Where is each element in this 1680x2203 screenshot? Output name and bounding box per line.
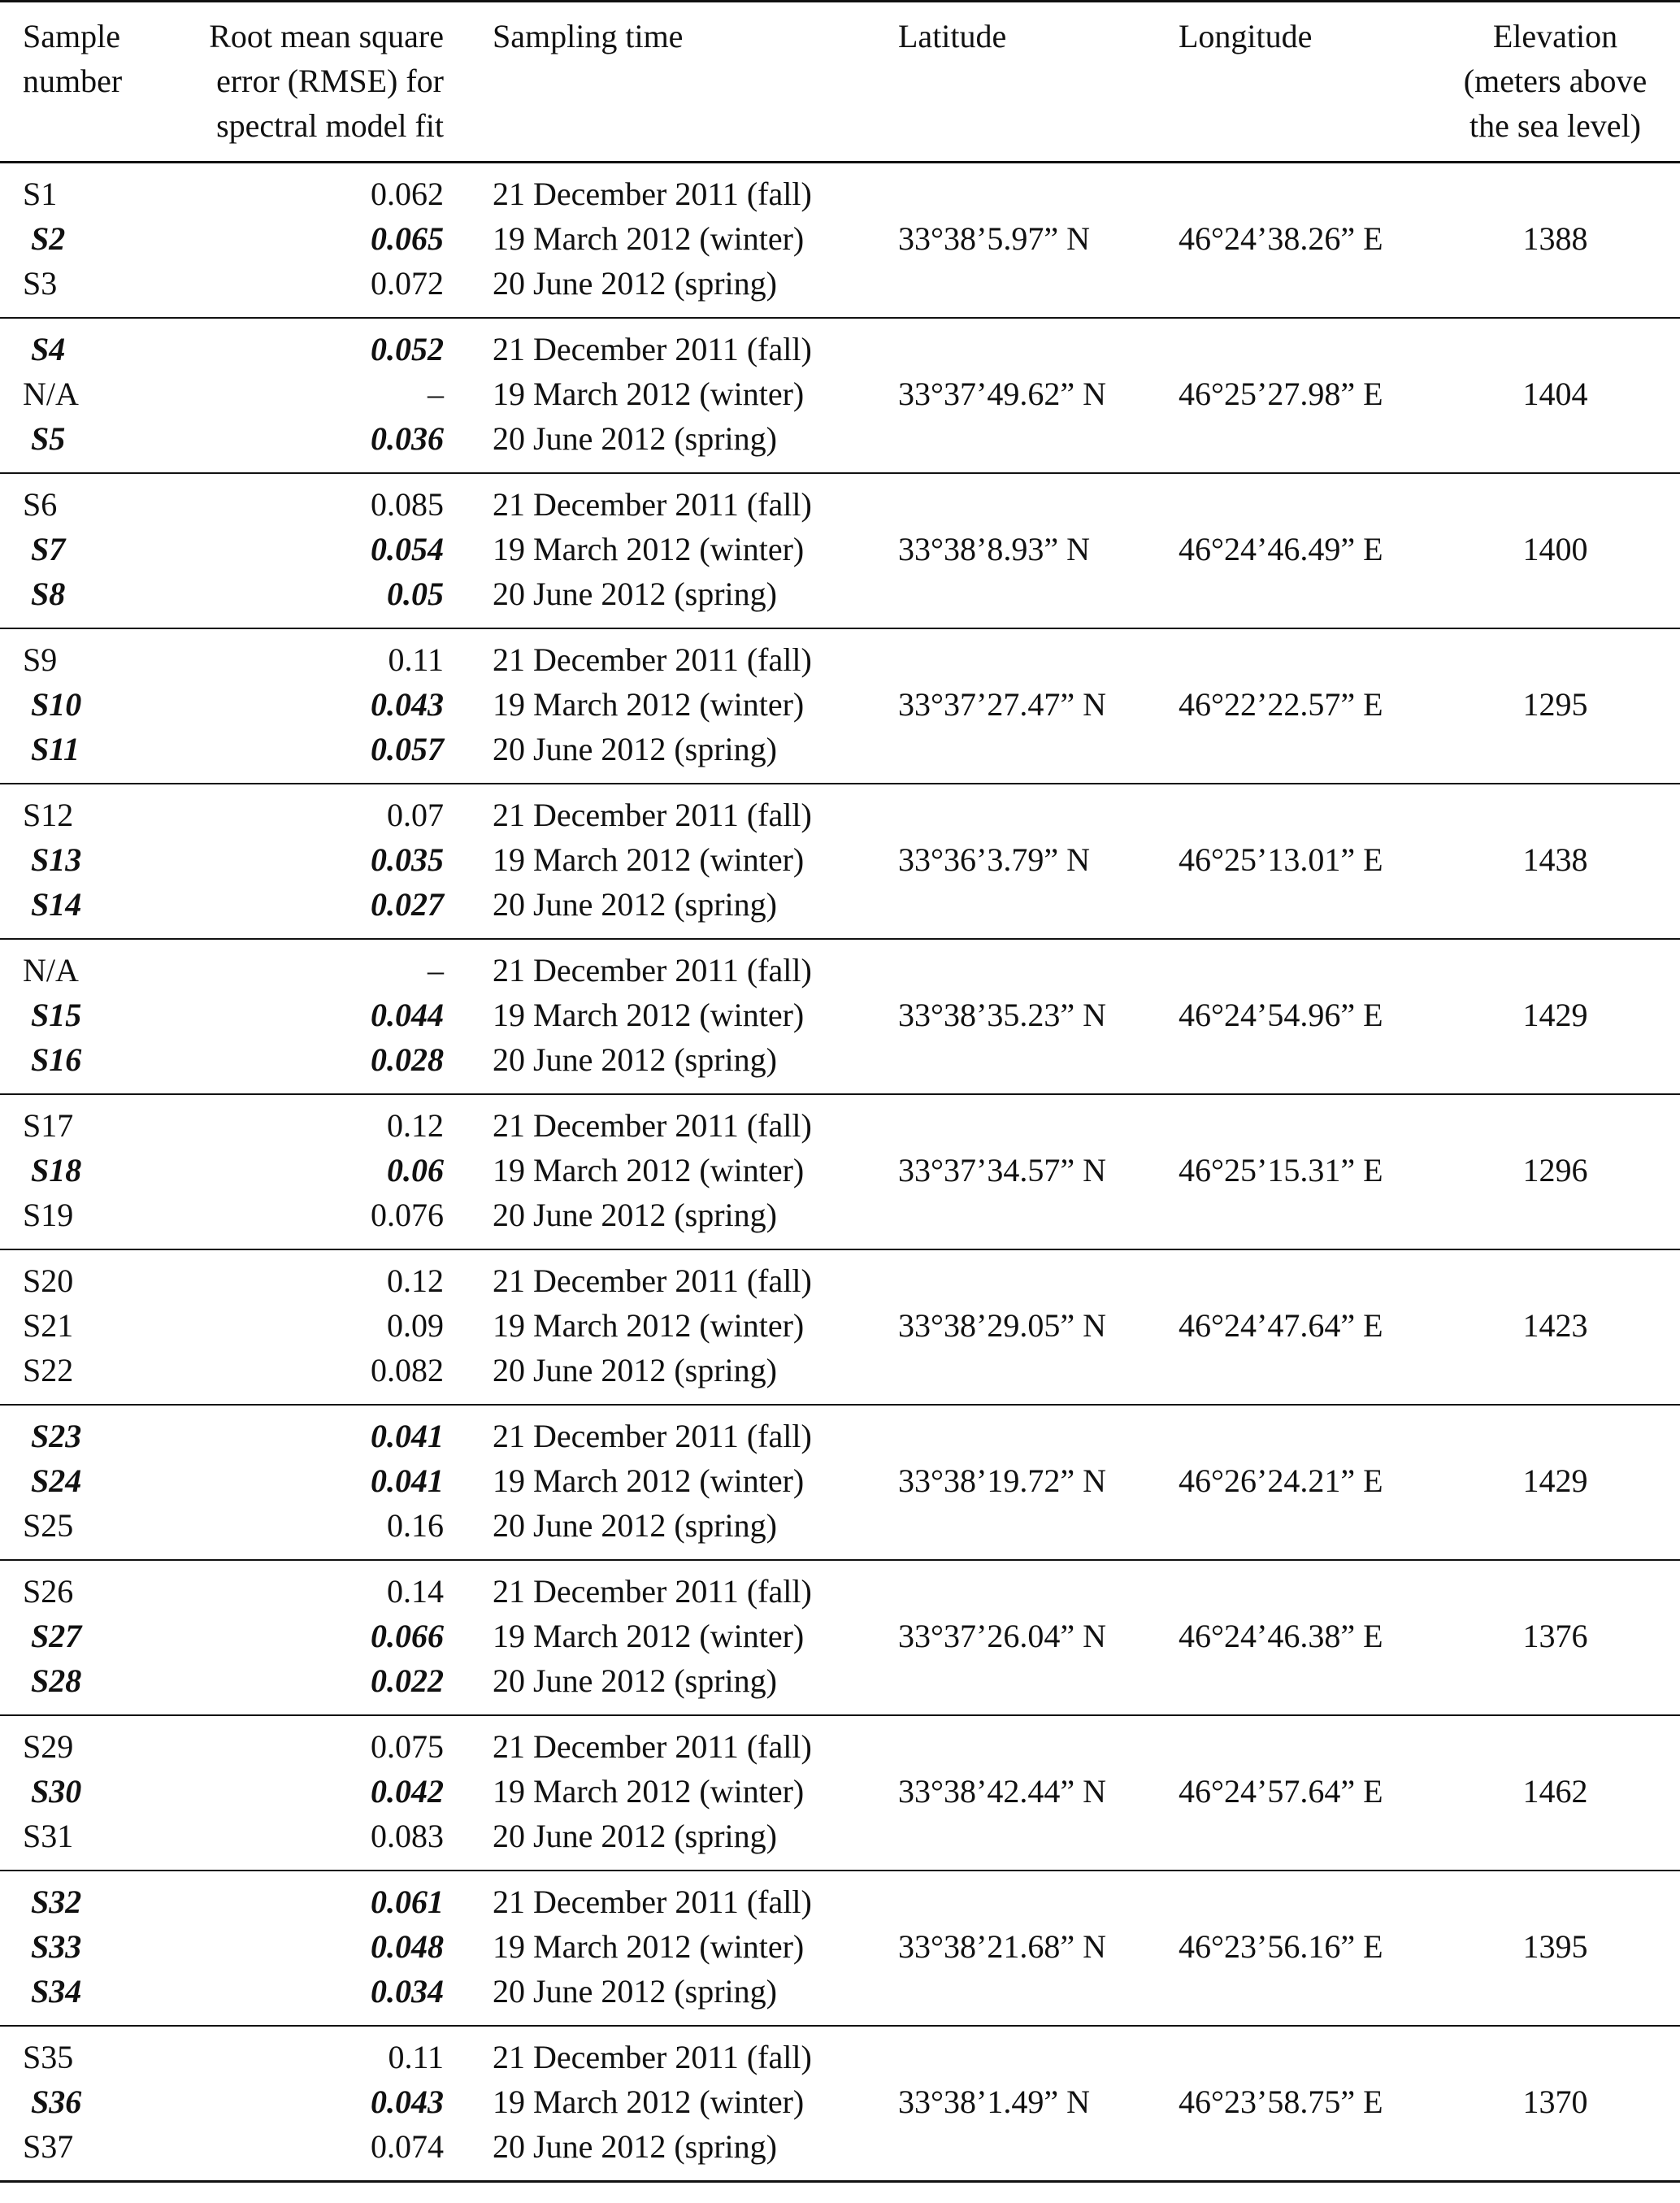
sampling-time-value: 20 June 2012 (spring) xyxy=(493,1662,777,1699)
latitude-cell: 33°38’19.72” N xyxy=(870,1405,1150,1560)
elevation-cell: 1462 xyxy=(1430,1715,1680,1871)
rmse-value: 0.12 xyxy=(387,1107,444,1144)
sampling-time-value: 20 June 2012 (spring) xyxy=(493,1818,777,1854)
latitude-cell: 33°37’27.47” N xyxy=(870,628,1150,784)
rmse-value: 0.042 xyxy=(371,1773,444,1810)
elevation-cell: 1370 xyxy=(1430,2026,1680,2182)
rmse-cell xyxy=(171,784,463,939)
rmse-value: 0.06 xyxy=(387,1152,444,1188)
sample-number-cell xyxy=(0,628,171,784)
rmse-value: 0.072 xyxy=(371,265,444,302)
sample-number-cell xyxy=(0,939,171,1094)
elevation-cell: 1376 xyxy=(1430,1560,1680,1715)
sample-id: S35 xyxy=(23,2039,74,2075)
header-line: spectral model fit xyxy=(216,107,444,144)
sampling-time-cell xyxy=(463,784,870,939)
sampling-time-value: 19 March 2012 (winter) xyxy=(493,1462,805,1499)
sampling-time-value: 19 March 2012 (winter) xyxy=(493,1152,805,1188)
sampling-time-value: 20 June 2012 (spring) xyxy=(493,886,777,923)
header-line: the sea level) xyxy=(1469,107,1641,144)
sampling-time-cell xyxy=(463,318,870,473)
sample-id: S19 xyxy=(23,1197,74,1233)
sampling-time-cell xyxy=(463,473,870,628)
header-sample-number xyxy=(0,2,171,163)
header-rmse xyxy=(171,2,463,163)
sample-number-cell xyxy=(0,1405,171,1560)
rmse-value: 0.035 xyxy=(371,841,444,878)
rmse-cell xyxy=(171,1405,463,1560)
latitude-cell: 33°38’1.49” N xyxy=(870,2026,1150,2182)
sampling-time-value: 20 June 2012 (spring) xyxy=(493,1041,777,1078)
rmse-value: 0.043 xyxy=(371,686,444,723)
sample-id: S4 xyxy=(31,331,66,367)
sample-id: S26 xyxy=(23,1573,74,1610)
sample-id: S5 xyxy=(31,420,66,457)
sample-number-cell xyxy=(0,1715,171,1871)
longitude-cell: 46°23’58.75” E xyxy=(1150,2026,1430,2182)
sampling-time-cell xyxy=(463,2026,870,2182)
table-row-group xyxy=(0,1249,1680,1405)
latitude-cell: 33°37’34.57” N xyxy=(870,1094,1150,1249)
sample-id: S15 xyxy=(31,997,82,1033)
table-row-group xyxy=(0,473,1680,628)
sample-id: S32 xyxy=(31,1884,82,1920)
latitude-cell: 33°38’21.68” N xyxy=(870,1871,1150,2026)
rmse-value: 0.076 xyxy=(371,1197,444,1233)
sampling-time-cell xyxy=(463,628,870,784)
sample-number-cell xyxy=(0,2026,171,2182)
header-longitude xyxy=(1150,2,1430,163)
sampling-time-cell xyxy=(463,1094,870,1249)
rmse-value: 0.11 xyxy=(388,641,444,678)
sample-id: S21 xyxy=(23,1307,74,1344)
rmse-value: 0.11 xyxy=(388,2039,444,2075)
sampling-time-value: 21 December 2011 (fall) xyxy=(493,176,812,212)
header-latitude xyxy=(870,2,1150,163)
rmse-value: 0.05 xyxy=(387,576,444,612)
sample-id: S12 xyxy=(23,797,74,833)
elevation-cell: 1296 xyxy=(1430,1094,1680,1249)
elevation-cell: 1429 xyxy=(1430,939,1680,1094)
table-row-group xyxy=(0,2026,1680,2182)
latitude-cell: 33°38’8.93” N xyxy=(870,473,1150,628)
header-line: Sampling time xyxy=(493,18,684,54)
rmse-value: 0.057 xyxy=(371,731,444,767)
header-sampling-time xyxy=(463,2,870,163)
longitude-cell: 46°25’27.98” E xyxy=(1150,318,1430,473)
longitude-cell: 46°22’22.57” E xyxy=(1150,628,1430,784)
rmse-value: 0.054 xyxy=(371,531,444,567)
rmse-value: 0.083 xyxy=(371,1818,444,1854)
sampling-time-value: 19 March 2012 (winter) xyxy=(493,531,805,567)
sampling-time-value: 19 March 2012 (winter) xyxy=(493,2084,805,2120)
sample-number-cell xyxy=(0,473,171,628)
table-row-group xyxy=(0,1560,1680,1715)
sampling-time-value: 21 December 2011 (fall) xyxy=(493,1107,812,1144)
sample-id: S6 xyxy=(23,486,58,523)
sampling-time-value: 21 December 2011 (fall) xyxy=(493,486,812,523)
sample-number-cell xyxy=(0,784,171,939)
sample-id: S16 xyxy=(31,1041,82,1078)
sampling-time-value: 19 March 2012 (winter) xyxy=(493,1307,805,1344)
longitude-cell: 46°26’24.21” E xyxy=(1150,1405,1430,1560)
sampling-time-cell xyxy=(463,1715,870,1871)
longitude-cell: 46°23’56.16” E xyxy=(1150,1871,1430,2026)
sampling-time-value: 19 March 2012 (winter) xyxy=(493,1618,805,1654)
sample-id: S20 xyxy=(23,1262,74,1299)
sample-id: S14 xyxy=(31,886,82,923)
sampling-time-value: 19 March 2012 (winter) xyxy=(493,376,805,412)
sampling-time-value: 21 December 2011 (fall) xyxy=(493,1418,812,1454)
elevation-cell: 1404 xyxy=(1430,318,1680,473)
elevation-cell: 1429 xyxy=(1430,1405,1680,1560)
sample-id: S25 xyxy=(23,1507,74,1544)
sampling-time-value: 21 December 2011 (fall) xyxy=(493,1573,812,1610)
elevation-cell: 1395 xyxy=(1430,1871,1680,2026)
rmse-cell xyxy=(171,628,463,784)
header-line: Root mean square xyxy=(209,18,444,54)
rmse-value: 0.082 xyxy=(371,1352,444,1388)
sampling-time-value: 20 June 2012 (spring) xyxy=(493,576,777,612)
sampling-time-value: 20 June 2012 (spring) xyxy=(493,420,777,457)
sample-number-cell xyxy=(0,1871,171,2026)
rmse-value: 0.062 xyxy=(371,176,444,212)
header-line: (meters above xyxy=(1463,63,1647,99)
sample-id: S2 xyxy=(31,220,66,257)
rmse-cell xyxy=(171,1249,463,1405)
longitude-cell: 46°25’13.01” E xyxy=(1150,784,1430,939)
rmse-value: 0.066 xyxy=(371,1618,444,1654)
latitude-cell: 33°38’42.44” N xyxy=(870,1715,1150,1871)
sample-id: S13 xyxy=(31,841,82,878)
elevation-cell: 1423 xyxy=(1430,1249,1680,1405)
rmse-value: 0.074 xyxy=(371,2128,444,2165)
sampling-time-value: 20 June 2012 (spring) xyxy=(493,1197,777,1233)
longitude-cell: 46°24’47.64” E xyxy=(1150,1249,1430,1405)
table-body xyxy=(0,163,1680,2182)
sampling-time-cell xyxy=(463,1405,870,1560)
header-line: error (RMSE) for xyxy=(216,63,444,99)
sampling-time-value: 19 March 2012 (winter) xyxy=(493,220,805,257)
sampling-time-value: 19 March 2012 (winter) xyxy=(493,841,805,878)
header-row xyxy=(0,2,1680,163)
sampling-time-value: 19 March 2012 (winter) xyxy=(493,1773,805,1810)
sampling-time-cell xyxy=(463,1560,870,1715)
sample-id: S23 xyxy=(31,1418,82,1454)
latitude-cell: 33°37’26.04” N xyxy=(870,1560,1150,1715)
longitude-cell: 46°24’46.49” E xyxy=(1150,473,1430,628)
sampling-time-value: 21 December 2011 (fall) xyxy=(493,1884,812,1920)
table-header xyxy=(0,2,1680,163)
longitude-cell: 46°24’46.38” E xyxy=(1150,1560,1430,1715)
header-line: Longitude xyxy=(1179,18,1313,54)
header-line: Elevation xyxy=(1492,18,1618,54)
rmse-cell xyxy=(171,1871,463,2026)
latitude-cell: 33°36’3.79” N xyxy=(870,784,1150,939)
table-row-group xyxy=(0,628,1680,784)
sample-id: S8 xyxy=(31,576,66,612)
latitude-cell: 33°38’29.05” N xyxy=(870,1249,1150,1405)
sampling-time-value: 20 June 2012 (spring) xyxy=(493,2128,777,2165)
sample-id: S27 xyxy=(31,1618,82,1654)
longitude-cell: 46°24’38.26” E xyxy=(1150,163,1430,319)
sampling-time-value: 21 December 2011 (fall) xyxy=(493,1728,812,1765)
rmse-cell xyxy=(171,1560,463,1715)
sample-id: S22 xyxy=(23,1352,74,1388)
rmse-value: 0.14 xyxy=(387,1573,444,1610)
rmse-cell xyxy=(171,473,463,628)
rmse-value: 0.07 xyxy=(387,797,444,833)
sample-id: S17 xyxy=(23,1107,74,1144)
sample-id: S37 xyxy=(23,2128,74,2165)
sampling-time-value: 20 June 2012 (spring) xyxy=(493,265,777,302)
sampling-time-value: 20 June 2012 (spring) xyxy=(493,731,777,767)
sample-id: S1 xyxy=(23,176,58,212)
sampling-time-cell xyxy=(463,1871,870,2026)
rmse-value: 0.036 xyxy=(371,420,444,457)
rmse-value: 0.085 xyxy=(371,486,444,523)
table-row-group xyxy=(0,784,1680,939)
sample-id: S36 xyxy=(31,2084,82,2120)
rmse-value: 0.041 xyxy=(371,1462,444,1499)
rmse-value: 0.075 xyxy=(371,1728,444,1765)
sampling-time-value: 20 June 2012 (spring) xyxy=(493,1507,777,1544)
header-line: Sample xyxy=(23,18,120,54)
latitude-cell: 33°38’35.23” N xyxy=(870,939,1150,1094)
sample-id: S33 xyxy=(31,1928,82,1965)
table-row-group xyxy=(0,939,1680,1094)
sample-id: S28 xyxy=(31,1662,82,1699)
rmse-cell xyxy=(171,939,463,1094)
rmse-value: 0.048 xyxy=(371,1928,444,1965)
rmse-value: 0.061 xyxy=(371,1884,444,1920)
sampling-time-value: 19 March 2012 (winter) xyxy=(493,686,805,723)
rmse-cell xyxy=(171,163,463,319)
sampling-time-cell xyxy=(463,939,870,1094)
rmse-value: 0.043 xyxy=(371,2084,444,2120)
rmse-value: 0.16 xyxy=(387,1507,444,1544)
rmse-value: 0.028 xyxy=(371,1041,444,1078)
sampling-time-value: 21 December 2011 (fall) xyxy=(493,2039,812,2075)
elevation-cell: 1388 xyxy=(1430,163,1680,319)
elevation-cell: 1400 xyxy=(1430,473,1680,628)
rmse-value: 0.09 xyxy=(387,1307,444,1344)
sampling-time-value: 19 March 2012 (winter) xyxy=(493,997,805,1033)
rmse-cell xyxy=(171,318,463,473)
rmse-value: – xyxy=(428,952,444,989)
rmse-cell xyxy=(171,2026,463,2182)
sample-id: S10 xyxy=(31,686,82,723)
sample-id: S34 xyxy=(31,1973,82,2010)
sampling-time-cell xyxy=(463,163,870,319)
sample-number-cell xyxy=(0,318,171,473)
sample-number-cell xyxy=(0,1560,171,1715)
sample-id: S29 xyxy=(23,1728,74,1765)
header-line: Latitude xyxy=(898,18,1007,54)
header-elevation xyxy=(1430,2,1680,163)
sampling-time-value: 19 March 2012 (winter) xyxy=(493,1928,805,1965)
elevation-cell: 1438 xyxy=(1430,784,1680,939)
sample-id: N/A xyxy=(23,376,79,412)
rmse-value: 0.027 xyxy=(371,886,444,923)
sampling-time-value: 21 December 2011 (fall) xyxy=(493,1262,812,1299)
sample-id: S3 xyxy=(23,265,58,302)
rmse-value: – xyxy=(428,376,444,412)
sampling-time-value: 21 December 2011 (fall) xyxy=(493,952,812,989)
header-line: number xyxy=(23,63,123,99)
rmse-value: 0.12 xyxy=(387,1262,444,1299)
longitude-cell: 46°24’57.64” E xyxy=(1150,1715,1430,1871)
sample-number-cell xyxy=(0,1094,171,1249)
table-row-group xyxy=(0,1871,1680,2026)
rmse-value: 0.044 xyxy=(371,997,444,1033)
sample-id: S11 xyxy=(31,731,80,767)
table-row-group xyxy=(0,1715,1680,1871)
sampling-time-value: 20 June 2012 (spring) xyxy=(493,1352,777,1388)
rmse-value: 0.065 xyxy=(371,220,444,257)
sampling-time-value: 21 December 2011 (fall) xyxy=(493,797,812,833)
sampling-time-cell xyxy=(463,1249,870,1405)
rmse-value: 0.052 xyxy=(371,331,444,367)
latitude-cell: 33°38’5.97” N xyxy=(870,163,1150,319)
sample-id: S24 xyxy=(31,1462,82,1499)
rmse-cell xyxy=(171,1094,463,1249)
sample-id: S7 xyxy=(31,531,66,567)
table-row-group xyxy=(0,1405,1680,1560)
sample-number-cell xyxy=(0,1249,171,1405)
latitude-cell: 33°37’49.62” N xyxy=(870,318,1150,473)
sampling-time-value: 21 December 2011 (fall) xyxy=(493,331,812,367)
sample-number-cell xyxy=(0,163,171,319)
longitude-cell: 46°25’15.31” E xyxy=(1150,1094,1430,1249)
sample-id: S9 xyxy=(23,641,58,678)
rmse-value: 0.022 xyxy=(371,1662,444,1699)
table-row-group xyxy=(0,318,1680,473)
rmse-value: 0.034 xyxy=(371,1973,444,2010)
sample-id: S18 xyxy=(31,1152,82,1188)
table-row-group xyxy=(0,163,1680,319)
sample-id: S31 xyxy=(23,1818,74,1854)
rmse-cell xyxy=(171,1715,463,1871)
rmse-value: 0.041 xyxy=(371,1418,444,1454)
longitude-cell: 46°24’54.96” E xyxy=(1150,939,1430,1094)
table-row-group xyxy=(0,1094,1680,1249)
sample-id: N/A xyxy=(23,952,79,989)
sampling-time-value: 20 June 2012 (spring) xyxy=(493,1973,777,2010)
sampling-time-value: 21 December 2011 (fall) xyxy=(493,641,812,678)
elevation-cell: 1295 xyxy=(1430,628,1680,784)
sample-id: S30 xyxy=(31,1773,82,1810)
